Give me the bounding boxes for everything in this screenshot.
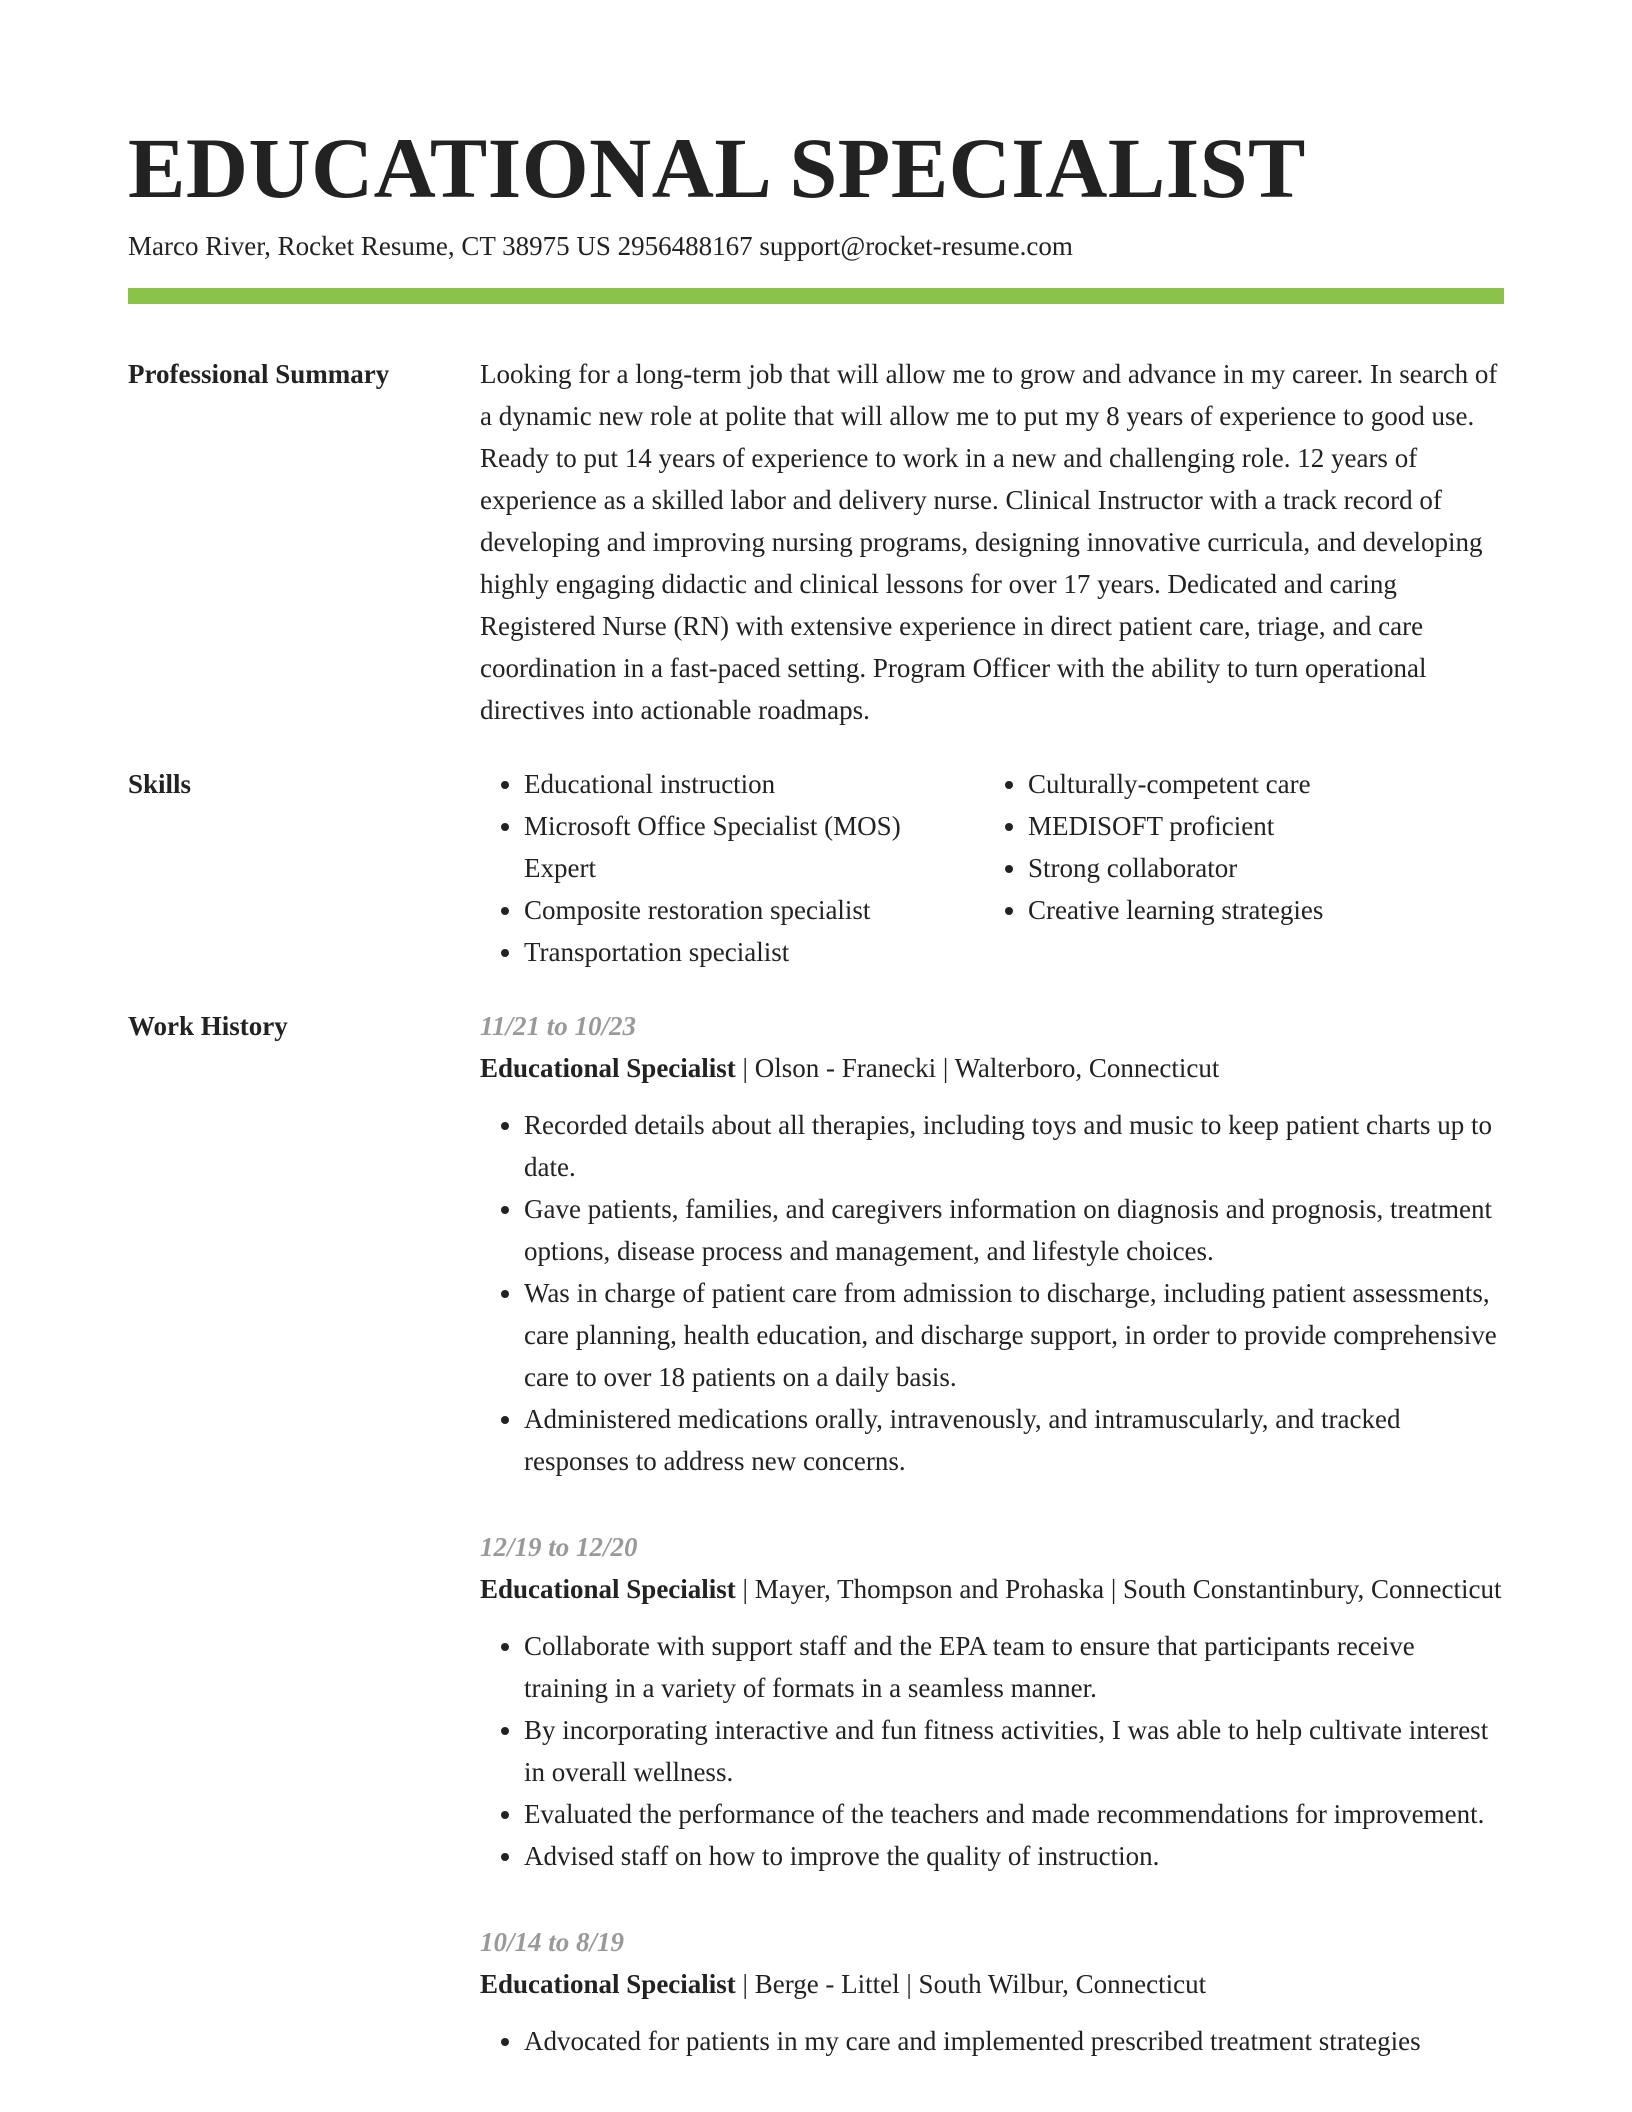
resume-page [128,118,1504,2106]
job-details: | Berge - Littel | South Wilbur, Connecticut [735,1969,1207,1999]
skills-list-right [984,763,1488,973]
summary-section [128,353,1504,731]
job-dates: 11/21 to 10/23 [480,1011,637,1041]
job-title: Educational Specialist [480,1574,736,1604]
job-entry [480,1526,1504,1877]
skill-item: • Transportation specialist [524,931,984,973]
skill-item: • MEDISOFT proficient [1028,805,1488,847]
job-bullet: • Collaborate with support staff and the EPA team to ensure that participants receive training in a variety of formats in a seamless manner. [524,1625,1504,1709]
job-bullet: • Advocated for patients in my care and implemented prescribed treatment strategies [524,2020,1504,2062]
skill-item: • Strong collaborator [1028,847,1488,889]
resume-title: EDUCATIONAL SPECIALIST [128,120,1306,216]
skill-item: • Educational instruction [524,763,984,805]
summary-text: Looking for a long-term job that will allow me to grow and advance in my career. In search of a dynamic new role at polite that will allow me to put my 8 years of experience to good use. Ready to put 14 years of experience to work in a new and challenging role. 12 years of experience as a skilled labor and delivery nurse. Clinical Instructor with a track record of developing and improving nursing programs, designing innovative curricula, and developing highly engaging didactic and clinical lessons for over 17 years. Dedicated and caring Registered Nurse (RN) with extensive experience in direct patient care, triage, and care coordination in a fast-paced setting. Program Officer with the ability to turn operational directives into actionable roadmaps. [480,359,1498,725]
job-title: Educational Specialist [480,1969,736,1999]
job-bullet: • Recorded details about all therapies, including toys and music to keep patient charts up to date. [524,1104,1504,1188]
accent-divider [128,288,1504,304]
job-bullets [480,2020,1504,2062]
section-heading-work-history: Work History [128,1011,288,1041]
skills-columns [480,763,1504,973]
job-heading [480,1963,1504,2005]
job-bullets [480,1625,1504,1877]
job-bullet: • Administered medications orally, intravenously, and intramuscularly, and tracked responses to address new concerns. [524,1398,1504,1482]
job-dates: 10/14 to 8/19 [480,1927,625,1957]
work-history-section [128,1005,1504,2106]
job-details: | Mayer, Thompson and Prohaska | South Constantinbury, Connecticut [735,1574,1502,1604]
work-history-list [480,1005,1504,2106]
job-bullet: • Was in charge of patient care from admission to discharge, including patient assessments, care planning, health education, and discharge support, in order to provide comprehensive care to over 18 patients on a daily basis. [524,1272,1504,1398]
job-heading [480,1047,1504,1089]
job-bullet: • By incorporating interactive and fun fitness activities, I was able to help cultivate interest in overall wellness. [524,1709,1504,1793]
job-bullet: • Gave patients, families, and caregivers information on diagnosis and prognosis, treatment options, disease process and management, and lifestyle choices. [524,1188,1504,1272]
section-heading-skills: Skills [128,769,192,799]
skill-item: • Composite restoration specialist [524,889,984,931]
job-bullets [480,1104,1504,1482]
job-details: | Olson - Franecki | Walterboro, Connecticut [735,1053,1220,1083]
skill-item: • Creative learning strategies [1028,889,1488,931]
section-heading-summary: Professional Summary [128,359,390,389]
skill-item: • Culturally-competent care [1028,763,1488,805]
skills-section [128,763,1504,973]
job-bullet: • Evaluated the performance of the teachers and made recommendations for improvement. [524,1793,1504,1835]
contact-line: Marco River, Rocket Resume, CT 38975 US 2956488167 support@rocket-resume.com [128,231,1073,261]
job-entry [480,1921,1504,2062]
job-bullet: • Advised staff on how to improve the quality of instruction. [524,1835,1504,1877]
job-entry [480,1005,1504,1482]
skills-list-left [480,763,984,973]
job-heading [480,1568,1504,1610]
job-dates: 12/19 to 12/20 [480,1532,638,1562]
job-title: Educational Specialist [480,1053,736,1083]
skill-item: • Microsoft Office Specialist (MOS) Expert [524,805,984,889]
